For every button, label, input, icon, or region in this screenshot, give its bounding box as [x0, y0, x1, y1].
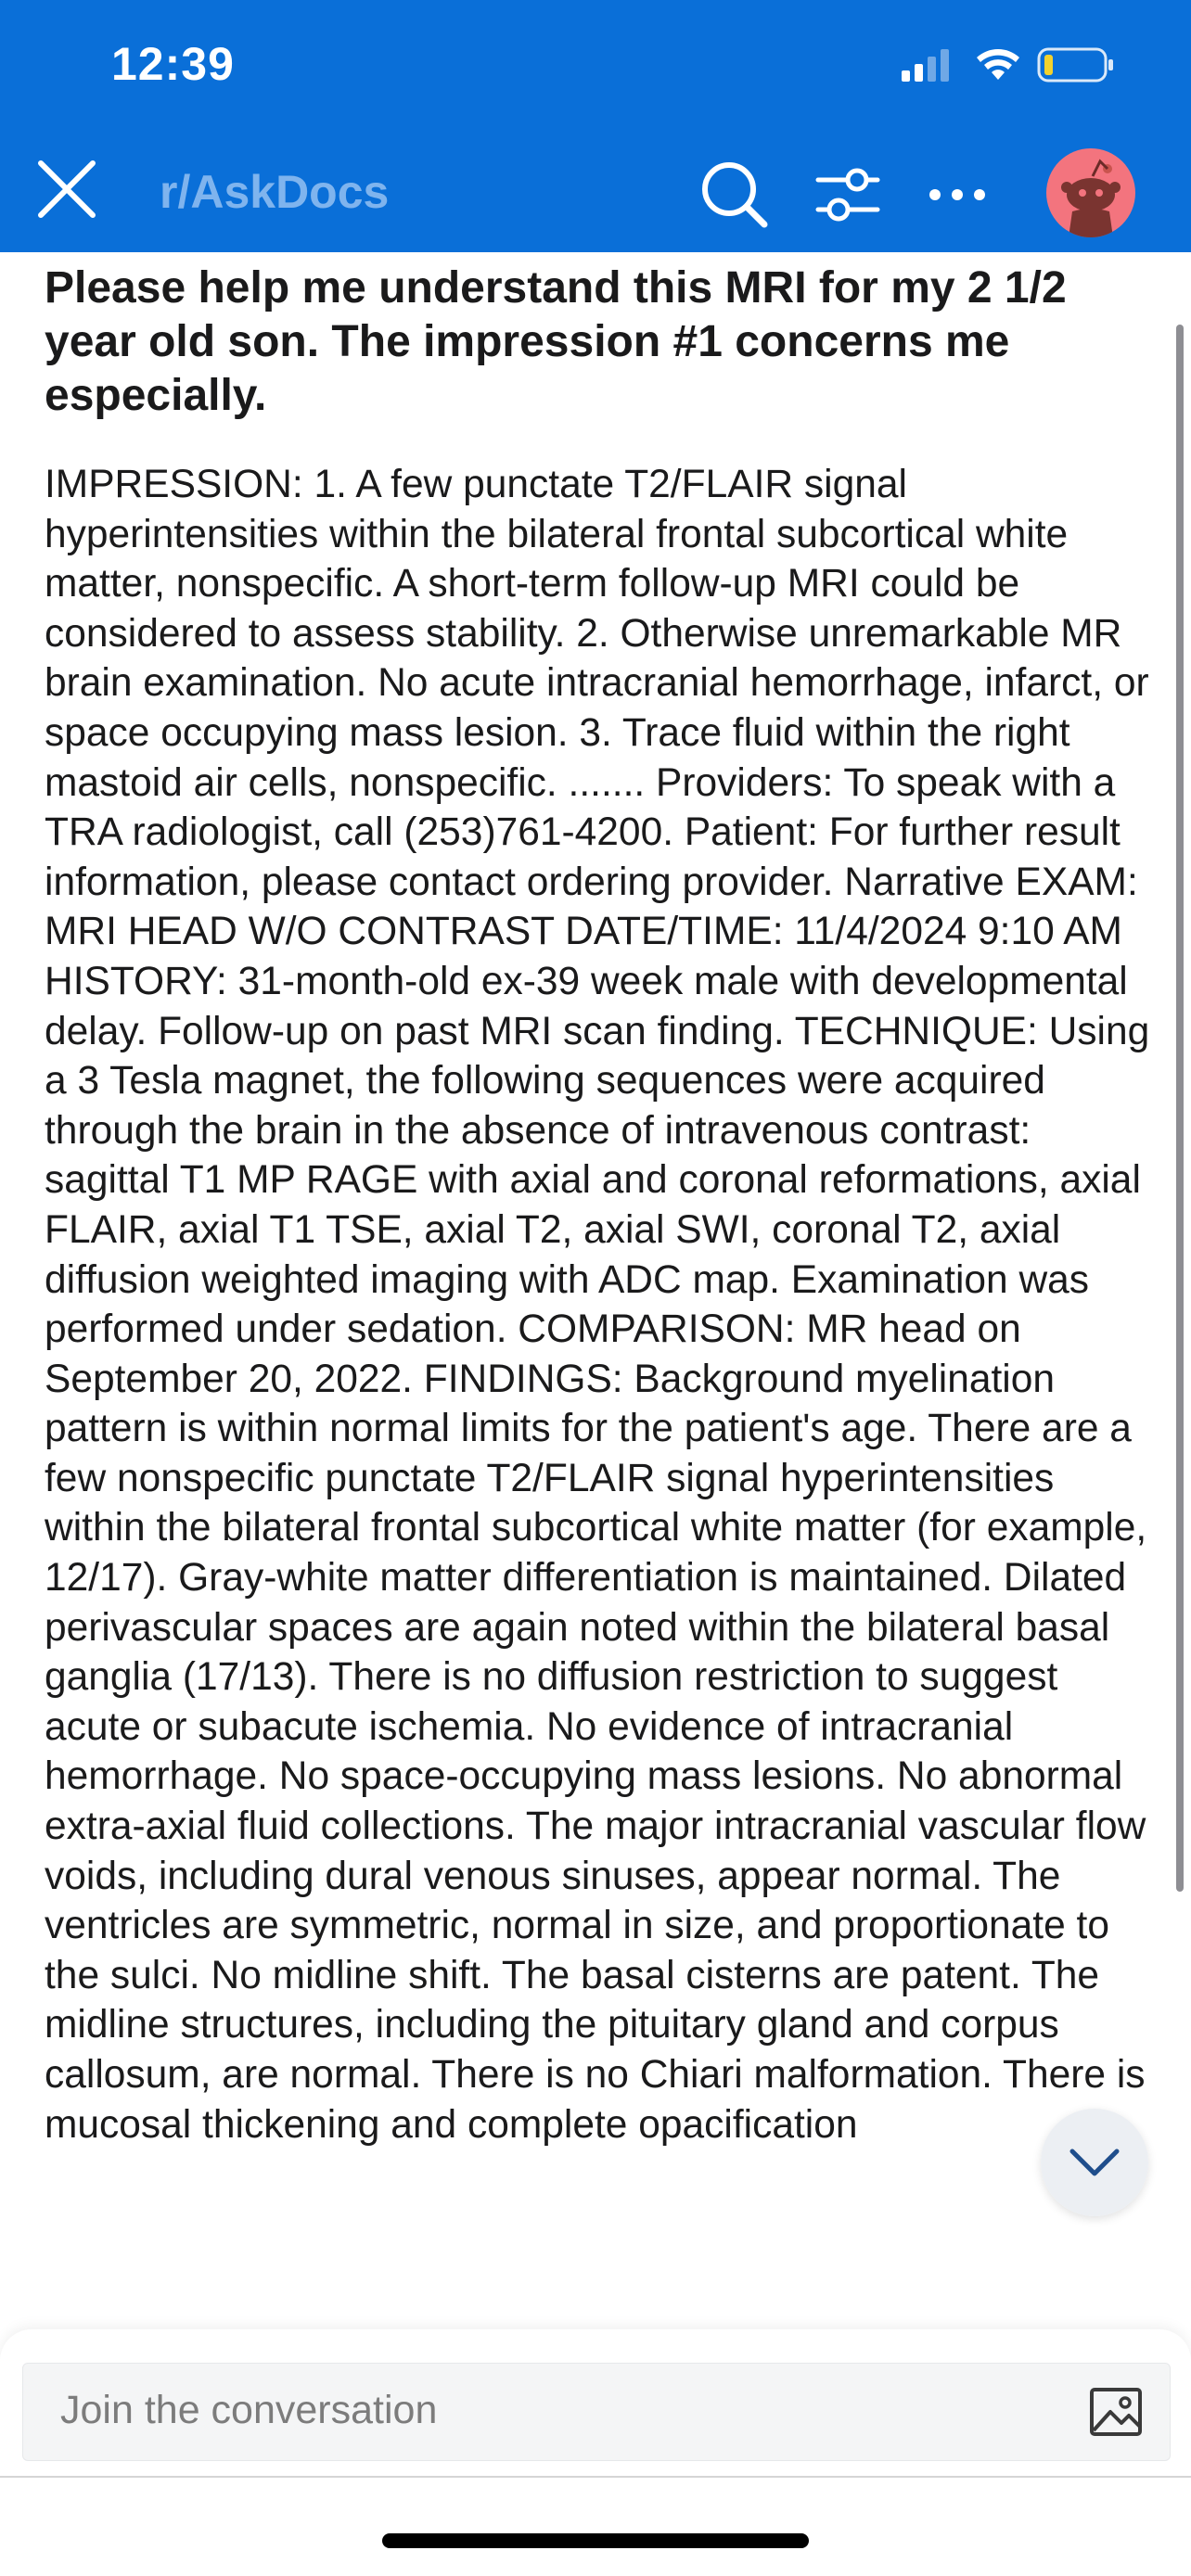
search-icon[interactable] [698, 158, 770, 230]
status-icons [898, 43, 1121, 87]
status-time: 12:39 [111, 38, 235, 90]
image-icon[interactable] [1088, 2386, 1144, 2438]
scrollbar-thumb[interactable] [1176, 325, 1184, 1892]
composer-divider [0, 2476, 1191, 2478]
filter-icon[interactable] [813, 159, 883, 230]
wifi-icon [977, 49, 1019, 80]
more-icon[interactable] [926, 172, 989, 217]
chevron-down-icon [1067, 2140, 1122, 2185]
close-icon[interactable] [33, 156, 100, 223]
scroll-to-next-button[interactable] [1041, 2109, 1148, 2216]
top-bar [0, 0, 1191, 252]
join-conversation-input[interactable] [22, 2363, 1171, 2461]
composer-placeholder: Join the conversation [60, 2388, 438, 2432]
post-title: Please help me understand this MRI for my 2 1/2 year old son. The impression #1 concerns me especially. [45, 263, 1067, 420]
post-body: IMPRESSION: 1. A few punctate T2/FLAIR signal hyperintensities within the bilateral frontal subcortical white matter, nonspecific. A short-term follow-up MRI could be considered to assess stability. 2. Otherwise unremarkable MR brain examination. No acute intracranial hemorrhage, infarct, or space occupying mass lesion. 3. Trace fluid within the right mastoid air cells, nonspecific. ....... Providers: To speak with a TRA radiologist, call (253)761-4200. Patient: For further result information, please contact ordering provider. Narrative EXAM: MRI HEAD W/O CONTRAST DATE/TIME: 11/4/2024 9:10 AM HISTORY: 31-month-old ex-39 week male with developmental delay. Follow-up on past MRI scan finding. TECHNIQUE: Using a 3 Tesla magnet, the following sequences were acquired through the brain in the absence of intravenous contrast: sagittal T1 MP RAGE with axial and coronal reformations, axial FLAIR, axial T1 TSE, axial T2, axial SWI, coronal T2, axial diffusion weighted imaging with ADC map. Examination was performed under sedation. COMPARISON: MR head on September 20, 2022. FINDINGS: Background myelination pattern is within normal limits for the patient's age. There are a few nonspecific punctate T2/FLAIR signal hyperintensities within the bilateral frontal subcortical white matter (for example, 12/17). Gray-white matter differentiation is maintained. Dilated perivascular spaces are again noted within the bilateral basal ganglia (17/13). There is no diffusion restriction to suggest acute or subacute ischemia. No evidence of intracranial hemorrhage. No space-occupying mass lesions. No abnormal extra-axial fluid collections. The major intracranial vascular flow voids, including dural venous sinuses, appear normal. The ventricles are symmetric, normal in size, and proportionate to the sulci. No midline shift. The basal cisterns are patent. The midline structures, including the pituitary gland and corpus callosum, are normal. There is no Chiari malformation. There is mucosal thickening and complete opacification [45, 463, 1150, 2147]
user-avatar[interactable] [1046, 148, 1135, 237]
battery-icon [1039, 49, 1113, 81]
signal-icon [902, 49, 949, 82]
snoo-avatar-icon [1046, 148, 1135, 237]
home-indicator[interactable] [382, 2533, 809, 2548]
subreddit-title[interactable]: r/AskDocs [160, 166, 390, 218]
